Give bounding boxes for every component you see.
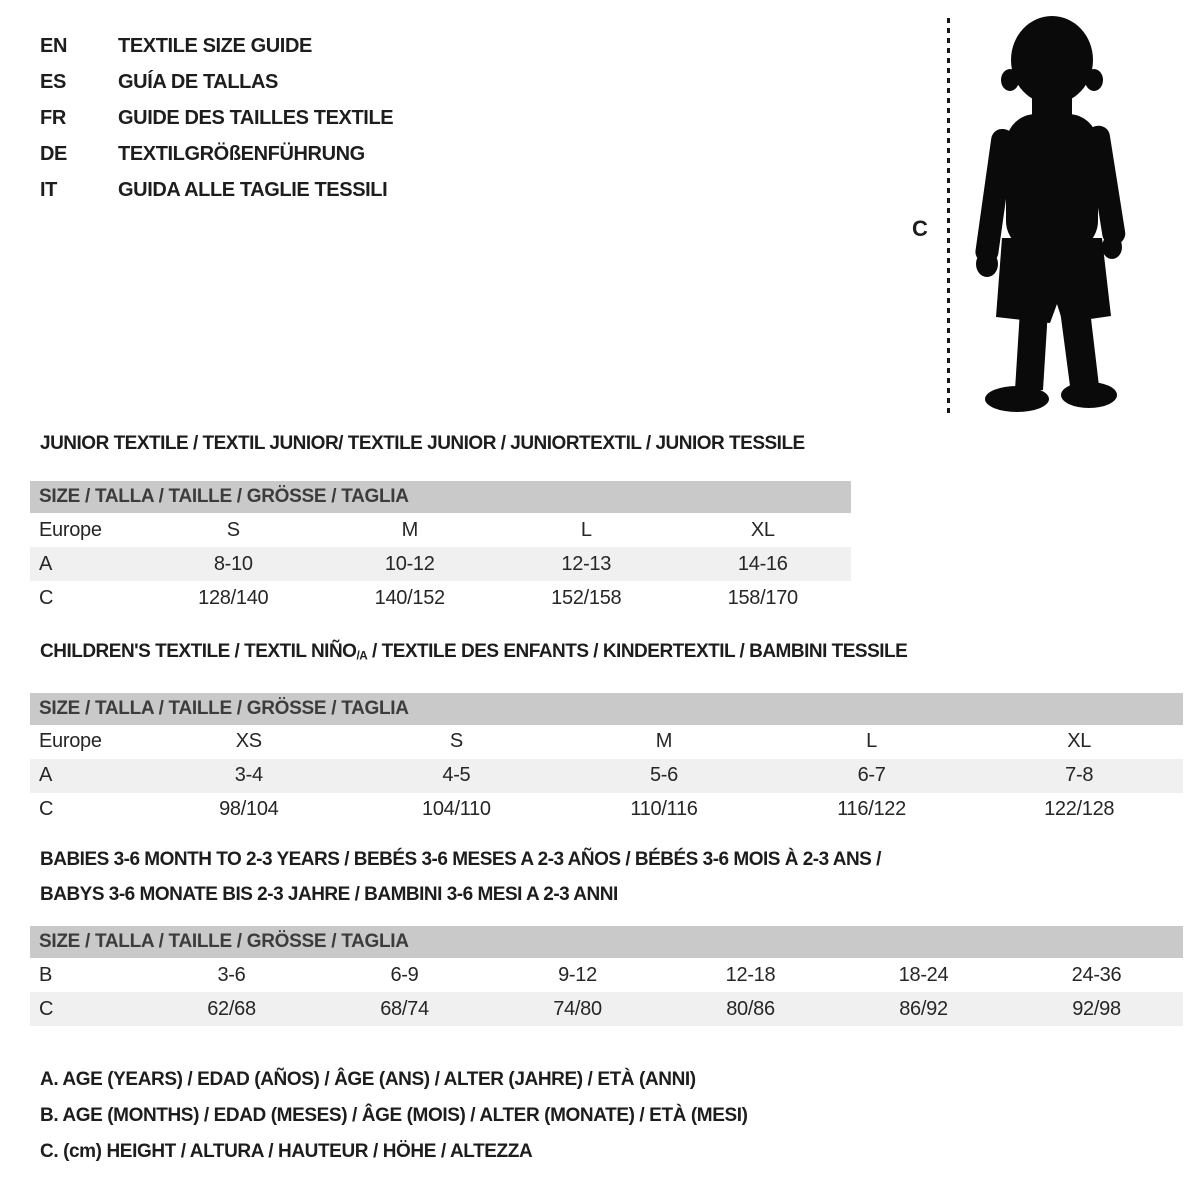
babies-row-months xyxy=(30,958,1183,992)
table-cell: 116/122 xyxy=(837,798,906,821)
table-cell: 5-6 xyxy=(649,764,678,787)
babies-textile-section xyxy=(30,842,1183,1026)
measurement-legend xyxy=(40,1062,748,1170)
row-label: C xyxy=(39,997,54,1020)
table-cell: 7-8 xyxy=(1065,764,1094,787)
children-row-height xyxy=(30,793,1183,827)
junior-section-title: JUNIOR TEXTILE / TEXTIL JUNIOR/ TEXTILE JUNIOR / JUNIORTEXTIL / JUNIOR TESSILE xyxy=(40,433,805,454)
table-cell: 158/170 xyxy=(727,586,798,609)
language-row-fr xyxy=(40,100,393,136)
table-cell: L xyxy=(580,518,592,541)
table-cell: 122/128 xyxy=(1044,798,1115,821)
table-cell: 10-12 xyxy=(384,552,435,575)
table-cell: 3-6 xyxy=(217,963,246,986)
table-cell: 4-5 xyxy=(442,764,471,787)
table-cell: 62/68 xyxy=(207,997,256,1020)
row-label: A xyxy=(39,552,53,575)
children-textile-section xyxy=(30,640,1183,827)
table-cell: XS xyxy=(235,730,262,753)
height-measure-dashed-line xyxy=(947,18,950,415)
table-cell: 68/74 xyxy=(380,997,429,1020)
title-text: CHILDREN'S TEXTILE / TEXTIL NIÑO xyxy=(40,641,357,662)
table-cell: 110/116 xyxy=(630,798,698,821)
table-cell: 98/104 xyxy=(219,798,279,821)
language-row-en xyxy=(40,28,393,64)
children-section-title xyxy=(30,640,1183,669)
babies-section-title-line1: BABIES 3-6 MONTH TO 2-3 YEARS / BEBÉS 3-6 MESES A 2-3 AÑOS / BÉBÉS 3-6 MOIS À 2-3 ANS / xyxy=(40,849,881,870)
table-cell: L xyxy=(866,730,877,753)
table-cell: 14-16 xyxy=(737,552,788,575)
language-code: ES xyxy=(40,71,66,93)
babies-size-header-bar: SIZE / TALLA / TAILLE / GRÖSSE / TAGLIA xyxy=(30,926,1183,958)
table-cell: 8-10 xyxy=(213,552,253,575)
table-cell: S xyxy=(226,518,240,541)
legend-line-b: B. AGE (MONTHS) / EDAD (MESES) / ÂGE (MOIS) / ALTER (MONATE) / ETÀ (MESI) xyxy=(40,1105,748,1126)
guide-title-en: TEXTILE SIZE GUIDE xyxy=(118,35,312,57)
legend-line-a: A. AGE (YEARS) / EDAD (AÑOS) / ÂGE (ANS) / ALTER (JAHRE) / ETÀ (ANNI) xyxy=(40,1069,696,1090)
language-code: EN xyxy=(40,35,67,57)
junior-textile-section xyxy=(30,432,851,615)
table-cell: 24-36 xyxy=(1071,963,1122,986)
title-subscript: /A xyxy=(356,649,368,663)
language-row-it xyxy=(40,172,393,208)
table-cell: 104/110 xyxy=(422,798,491,821)
table-cell: 86/92 xyxy=(899,997,948,1020)
junior-row-europe xyxy=(30,513,851,547)
legend-line-c: C. (cm) HEIGHT / ALTURA / HAUTEUR / HÖHE / ALTEZZA xyxy=(40,1141,533,1162)
babies-row-height xyxy=(30,992,1183,1026)
table-cell: XL xyxy=(1067,730,1092,753)
table-cell: 3-4 xyxy=(234,764,263,787)
children-row-europe xyxy=(30,725,1183,759)
language-code: IT xyxy=(40,179,57,201)
guide-title-de: TEXTILGRÖßENFÜHRUNG xyxy=(118,143,365,165)
table-cell: 12-13 xyxy=(561,552,612,575)
row-label: C xyxy=(39,798,54,821)
row-label: C xyxy=(39,586,54,609)
language-code: FR xyxy=(40,107,66,129)
junior-row-age xyxy=(30,547,851,581)
title-text: / TEXTILE DES ENFANTS / KINDERTEXTIL / BAMBINI TESSILE xyxy=(367,641,908,662)
table-cell: M xyxy=(655,730,673,753)
table-cell: M xyxy=(401,518,418,541)
guide-title-it: GUIDA ALLE TAGLIE TESSILI xyxy=(118,179,388,201)
toddler-silhouette-icon xyxy=(962,14,1137,414)
guide-title-es: GUÍA DE TALLAS xyxy=(118,71,278,93)
table-cell: 9-12 xyxy=(558,963,597,986)
junior-row-height xyxy=(30,581,851,615)
language-row-es xyxy=(40,64,393,100)
table-cell: 80/86 xyxy=(726,997,775,1020)
row-label: B xyxy=(39,963,53,986)
table-cell: 128/140 xyxy=(198,586,269,609)
table-cell: 6-7 xyxy=(857,764,886,787)
children-row-age xyxy=(30,759,1183,793)
junior-size-header-bar: SIZE / TALLA / TAILLE / GRÖSSE / TAGLIA xyxy=(30,481,851,513)
children-size-header-bar: SIZE / TALLA / TAILLE / GRÖSSE / TAGLIA xyxy=(30,693,1183,725)
table-cell: 6-9 xyxy=(390,963,419,986)
table-cell: 18-24 xyxy=(898,963,949,986)
table-cell: 74/80 xyxy=(553,997,602,1020)
table-cell: 12-18 xyxy=(725,963,776,986)
table-cell: XL xyxy=(750,518,775,541)
table-cell: 140/152 xyxy=(374,586,445,609)
babies-section-title-line2: BABYS 3-6 MONATE BIS 2-3 JAHRE / BAMBINI 3-6 MESI A 2-3 ANNI xyxy=(40,884,618,905)
language-row-de xyxy=(40,136,393,172)
row-label: Europe xyxy=(39,518,102,541)
row-label: A xyxy=(39,764,53,787)
language-title-list xyxy=(40,28,393,208)
guide-title-fr: GUIDE DES TAILLES TEXTILE xyxy=(118,107,394,129)
language-code: DE xyxy=(40,143,67,165)
table-cell: 92/98 xyxy=(1072,997,1121,1020)
table-cell: S xyxy=(449,730,463,753)
row-label: Europe xyxy=(39,730,102,753)
table-cell: 152/158 xyxy=(551,586,622,609)
height-marker-label: C xyxy=(912,216,928,241)
